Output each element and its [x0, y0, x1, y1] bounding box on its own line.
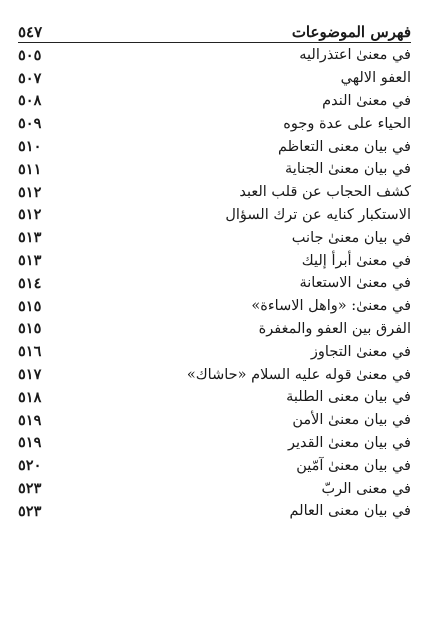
toc-entry [18, 67, 411, 90]
toc-entry [18, 249, 411, 272]
toc-entry-title: في معنى الربّ [321, 480, 411, 497]
toc-entry-page: ٥٢٠ [18, 457, 42, 475]
toc-entry [18, 500, 411, 523]
toc-entry-page: ٥٠٩ [18, 115, 42, 133]
toc-entry-page: ٥١٢ [18, 206, 42, 224]
toc-entry-title: العفو الالهي [340, 70, 411, 87]
toc-entry [18, 112, 411, 135]
toc-entry-page: ٥٠٥ [18, 46, 42, 64]
toc-entry [18, 363, 411, 386]
toc-entry [18, 272, 411, 295]
toc-entry-page: ٥١٢ [18, 183, 42, 201]
toc-entry [18, 454, 411, 477]
toc-entry [18, 44, 411, 67]
toc-entry-page: ٥١٠ [18, 138, 42, 156]
toc-entry-title: في معنىٰ الندم [322, 92, 411, 109]
toc-entry [18, 386, 411, 409]
running-header [18, 20, 411, 43]
table-of-contents [18, 44, 411, 523]
header-title: فهرس الموضوعات [291, 23, 411, 41]
toc-entry-page: ٥١١ [18, 160, 42, 178]
toc-entry [18, 295, 411, 318]
toc-entry-title: في معنىٰ قوله عليه السلام «حاشاك» [186, 366, 411, 383]
toc-entry [18, 477, 411, 500]
toc-entry-page: ٥١٩ [18, 434, 42, 452]
toc-entry-title: في معنىٰ أبرأ إليك [301, 252, 411, 269]
toc-entry-page: ٥١٥ [18, 320, 42, 338]
toc-entry [18, 90, 411, 113]
toc-entry-page: ٥٢٣ [18, 480, 42, 498]
toc-entry-page: ٥١٥ [18, 297, 42, 315]
toc-entry-page: ٥١٨ [18, 388, 42, 406]
toc-entry-page: ٥١٣ [18, 252, 42, 270]
toc-entry-title: في بيان معنىٰ جانب [291, 229, 411, 246]
toc-entry-title: في معنىٰ اعتذراليه [299, 47, 411, 64]
toc-entry-title: الفرق بين العفو والمغفرة [258, 320, 411, 337]
toc-entry-title: في معنىٰ: «واهل الاساءة» [251, 298, 411, 315]
toc-entry-title: في معنىٰ التجاوز [310, 343, 411, 360]
toc-entry-page: ٥٢٣ [18, 502, 42, 520]
toc-entry-page: ٥٠٧ [18, 69, 42, 87]
header-page-number: ٥٤٧ [18, 23, 43, 41]
toc-entry-title: في بيان معنىٰ القدير [288, 434, 411, 451]
toc-entry [18, 226, 411, 249]
toc-entry [18, 409, 411, 432]
toc-entry-title: في بيان معنى العالم [289, 503, 411, 520]
toc-entry [18, 340, 411, 363]
toc-entry [18, 135, 411, 158]
toc-entry-page: ٥١٩ [18, 411, 42, 429]
toc-entry [18, 158, 411, 181]
toc-entry-title: في بيان معنىٰ الأمن [292, 412, 411, 429]
toc-entry-title: الاستكبار كنايه عن ترك السؤال [225, 206, 411, 223]
toc-entry-title: في بيان معنىٰ آمّين [296, 457, 411, 474]
toc-entry-page: ٥١٣ [18, 229, 42, 247]
toc-entry-title: في معنىٰ الاستعانة [299, 275, 411, 292]
toc-entry-title: كشف الحجاب عن قلب العبد [239, 184, 411, 201]
toc-entry-page: ٥١٦ [18, 343, 42, 361]
toc-entry-page: ٥١٤ [18, 274, 42, 292]
toc-entry-page: ٥١٧ [18, 366, 42, 384]
toc-entry [18, 181, 411, 204]
toc-entry [18, 204, 411, 227]
toc-entry-page: ٥٠٨ [18, 92, 42, 110]
toc-entry-title: في بيان معنىٰ الجناية [285, 161, 411, 178]
toc-entry-title: الحياء على عدة وجوه [283, 115, 411, 132]
toc-entry-title: في بيان معنى التعاظم [278, 138, 411, 155]
toc-entry-title: في بيان معنى الطلبة [286, 389, 411, 406]
toc-entry [18, 432, 411, 455]
toc-entry [18, 318, 411, 341]
